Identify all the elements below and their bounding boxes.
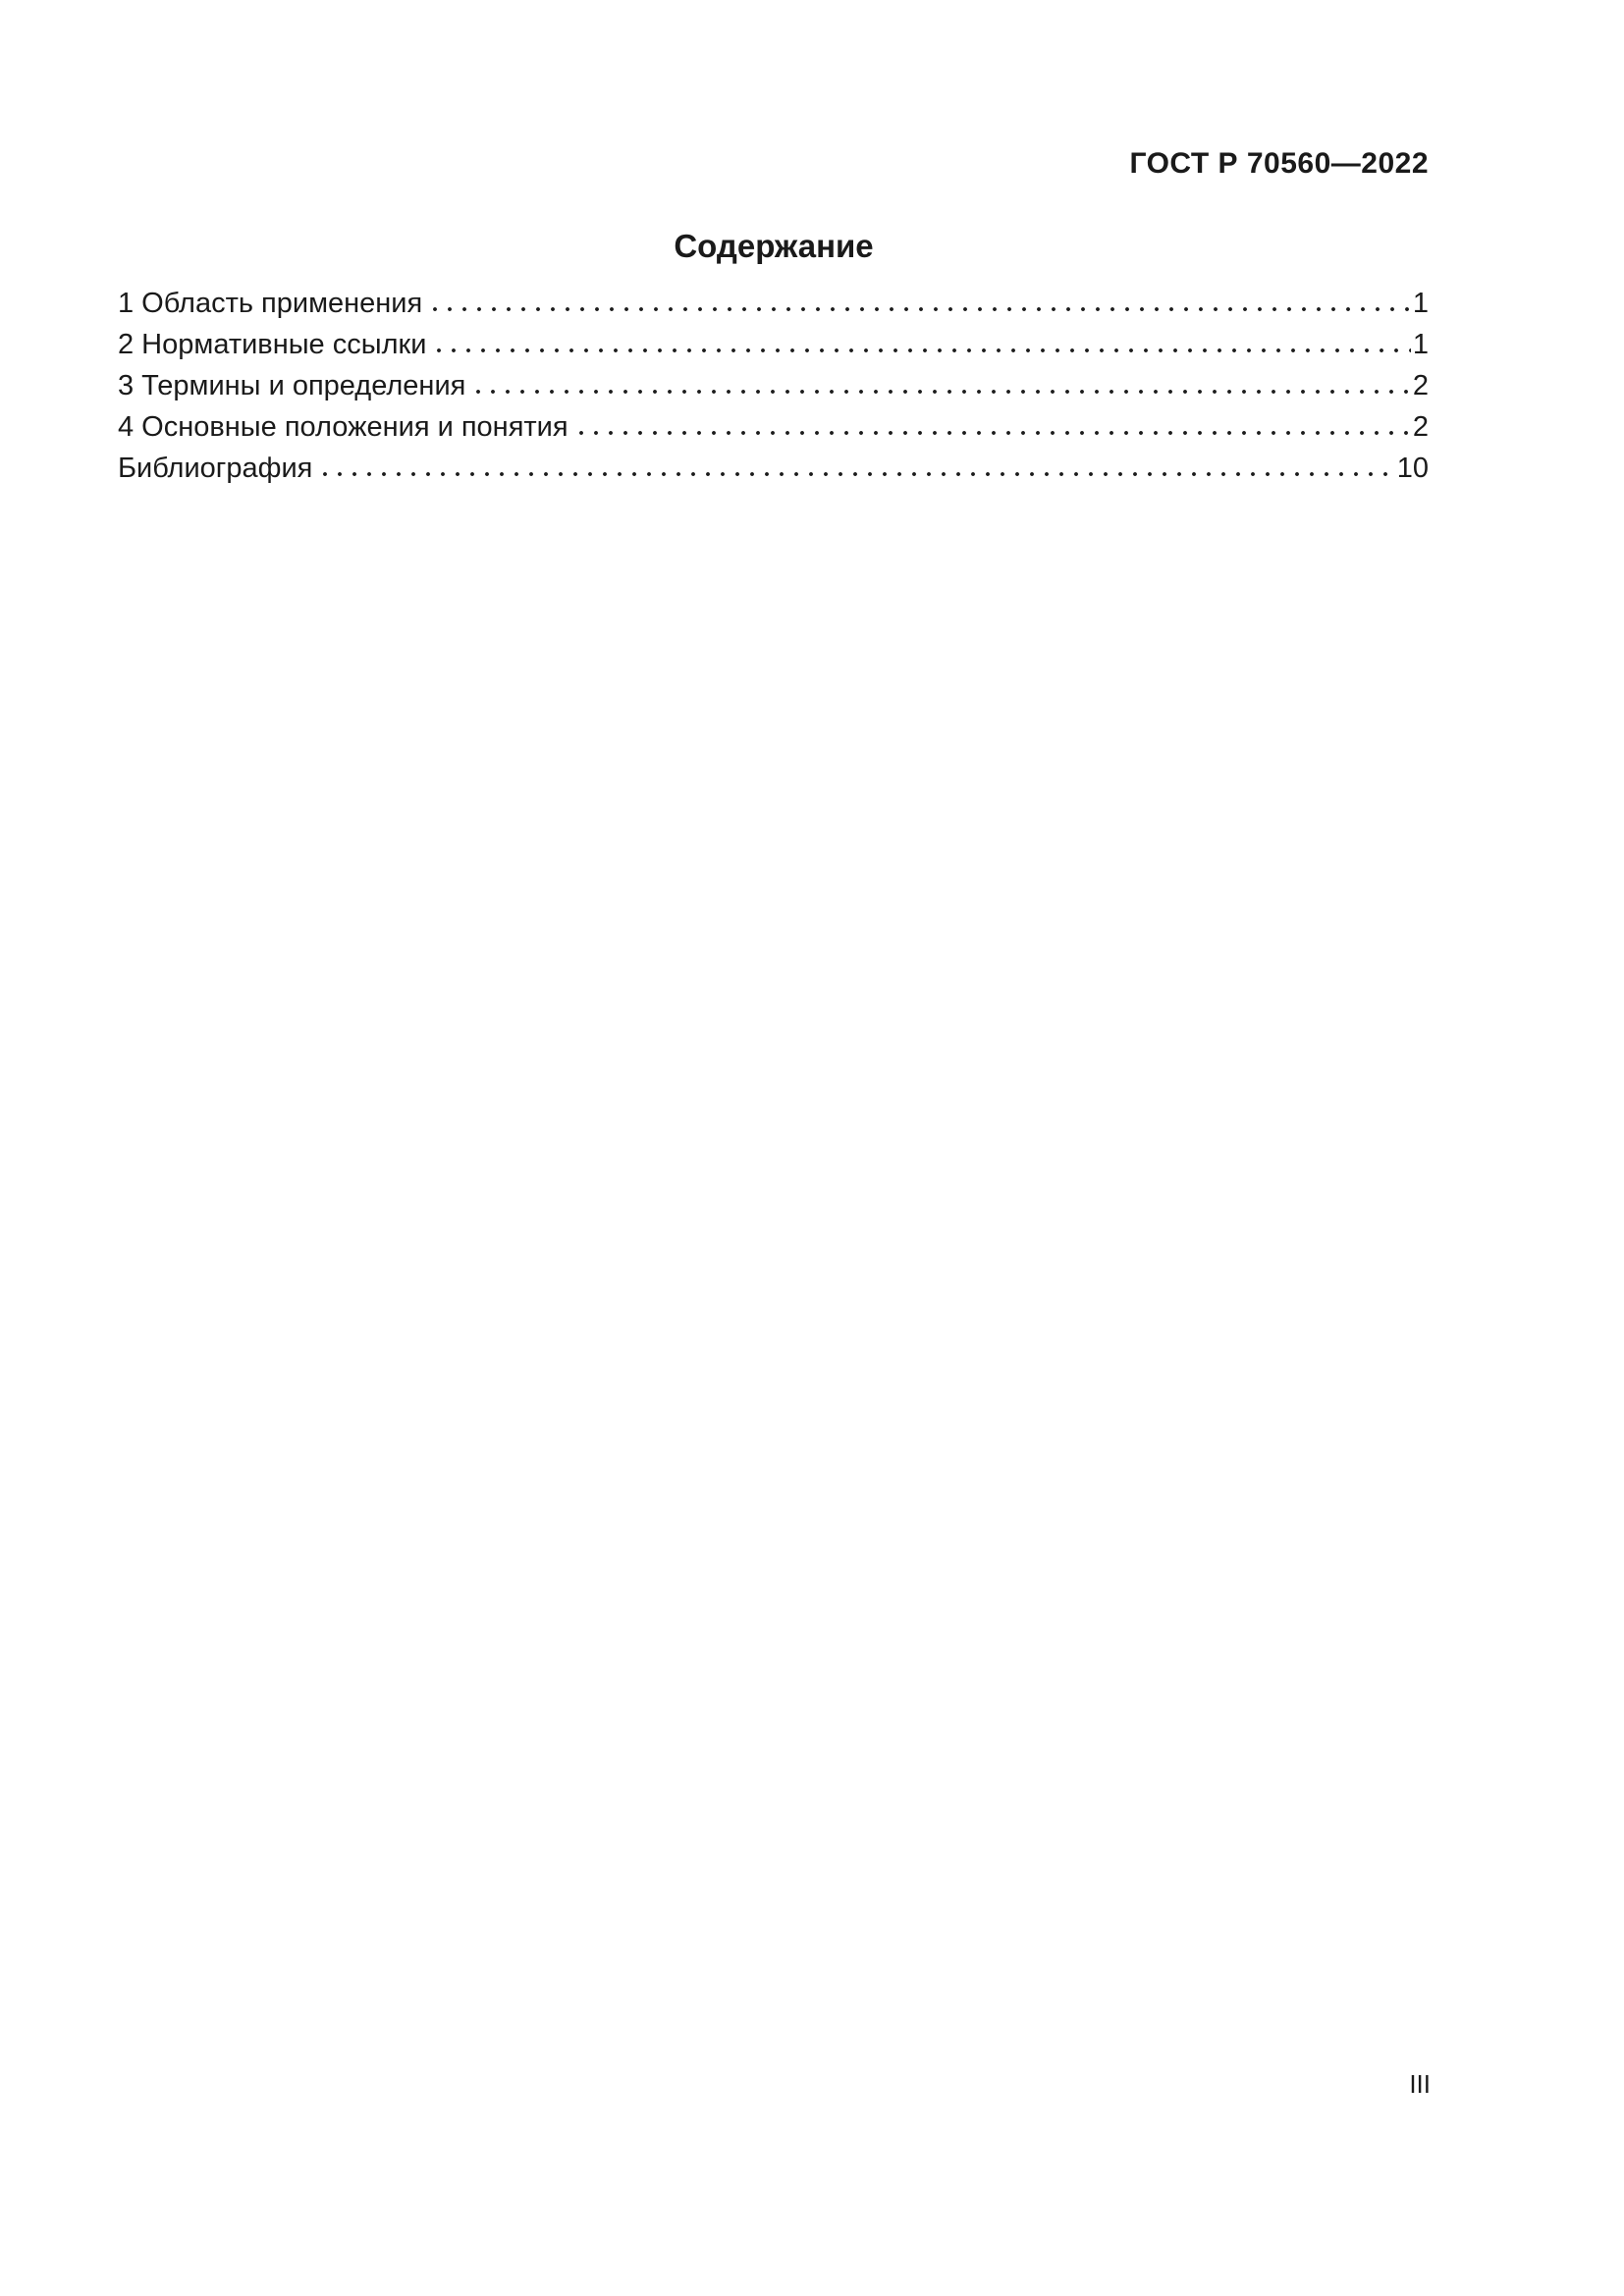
dot-leader bbox=[435, 347, 1410, 353]
toc-entry-page: 1 bbox=[1412, 288, 1429, 319]
dot-leader bbox=[474, 389, 1411, 395]
toc-entry-page: 2 bbox=[1412, 411, 1429, 443]
dot-leader bbox=[431, 306, 1411, 312]
toc-entry-label: Библиография bbox=[118, 453, 313, 484]
toc-entry bbox=[118, 448, 1429, 489]
toc-list bbox=[118, 283, 1429, 489]
dot-leader bbox=[577, 430, 1411, 436]
dot-leader bbox=[321, 471, 1394, 477]
toc-title: Содержание bbox=[674, 228, 874, 264]
document-code: ГОСТ Р 70560—2022 bbox=[1129, 147, 1429, 180]
toc-entry-label: 4 Основные положения и понятия bbox=[118, 411, 568, 443]
toc-entry-label: 2 Нормативные ссылки bbox=[118, 329, 427, 360]
toc-entry-page: 1 bbox=[1412, 329, 1429, 360]
toc-entry bbox=[118, 324, 1429, 365]
toc-entry-page: 2 bbox=[1412, 370, 1429, 401]
toc-entry bbox=[118, 406, 1429, 448]
toc-entry-label: 3 Термины и определения bbox=[118, 370, 466, 401]
toc-entry-label: 1 Область применения bbox=[118, 288, 423, 319]
toc-entry bbox=[118, 365, 1429, 406]
toc-entry-page: 10 bbox=[1396, 453, 1429, 484]
toc-entry bbox=[118, 283, 1429, 324]
page-number: III bbox=[1409, 2069, 1431, 2099]
